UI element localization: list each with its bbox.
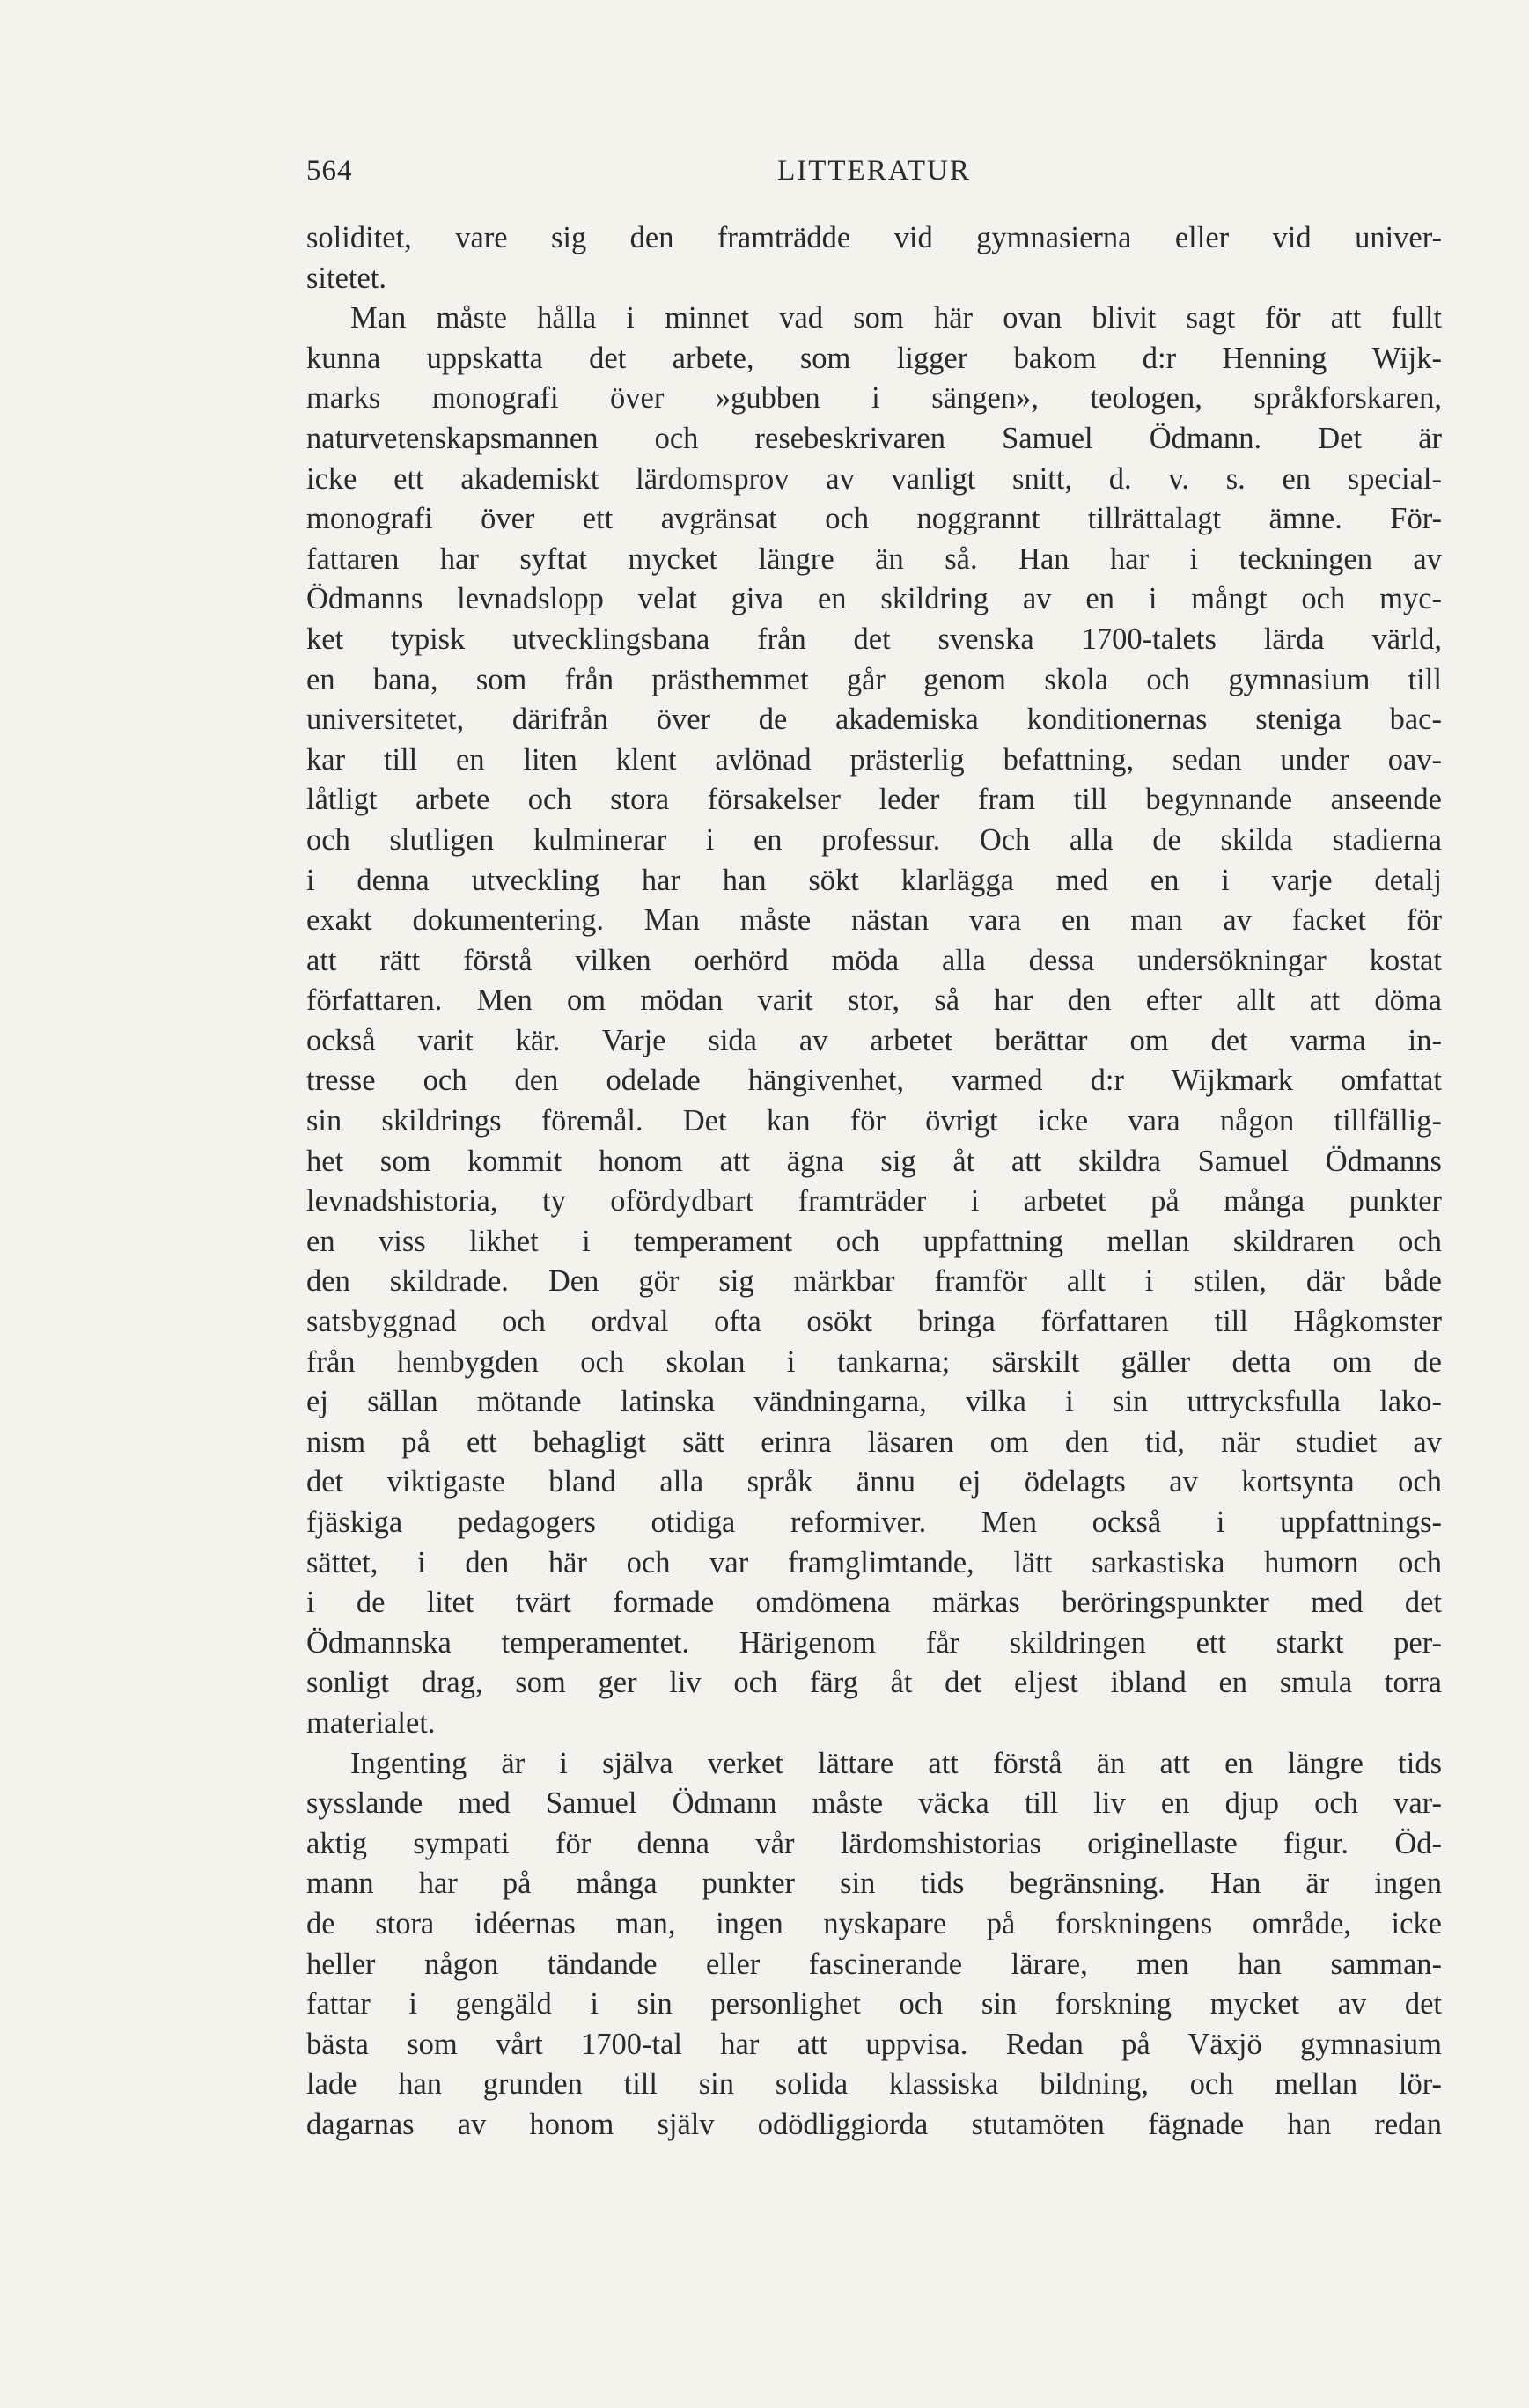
text-line: satsbyggnad och ordval ofta osökt bringa författaren till Hågkomster <box>306 1305 1442 1339</box>
text-line: mann har på många punkter sin tids begränsning. Han är ingen <box>306 1867 1442 1901</box>
text-line: sitetet. <box>306 261 387 295</box>
text-line: författaren. Men om mödan varit stor, så har den efter allt att döma <box>306 983 1442 1018</box>
text-line: marks monografi över »gubben i sängen», teologen, språkforskaren, <box>306 381 1442 416</box>
text-line: naturvetenskapsmannen och resebeskrivaren Samuel Ödmann. Det är <box>306 421 1442 455</box>
text-line: bästa som vårt 1700-tal har att uppvisa. Redan på Växjö gymnasium <box>306 2027 1442 2061</box>
running-head: LITTERATUR <box>777 155 971 187</box>
text-line: Ödmannska temperamentet. Härigenom får skildringen ett starkt per- <box>306 1625 1442 1660</box>
body-text <box>306 218 1442 2146</box>
text-line: låtligt arbete och stora försakelser leder fram till begynnande anseende <box>306 783 1442 817</box>
text-line: ket typisk utvecklingsbana från det svenska 1700-talets lärda värld, <box>306 622 1442 656</box>
text-line: en viss likhet i temperament och uppfattning mellan skildraren och <box>306 1224 1442 1258</box>
text-line: het som kommit honom att ägna sig åt att skildra Samuel Ödmanns <box>306 1144 1442 1178</box>
text-line: och slutligen kulminerar i en professur. Och alla de skilda stadierna <box>306 822 1442 857</box>
text-line: de stora idéernas man, ingen nyskapare på forskningens område, icke <box>306 1906 1442 1940</box>
text-line: lade han grunden till sin solida klassiska bildning, och mellan lör- <box>306 2067 1442 2102</box>
text-line: sysslande med Samuel Ödmann måste väcka till liv en djup och var- <box>306 1786 1442 1821</box>
text-line: Man måste hålla i minnet vad som här ovan blivit sagt för att fullt <box>350 301 1442 335</box>
text-line: icke ett akademiskt lärdomsprov av vanligt snitt, d. v. s. en special- <box>306 461 1442 496</box>
text-line: fattaren har syftat mycket längre än så. Han har i teckningen av <box>306 541 1442 576</box>
text-line: kar till en liten klent avlönad prästerlig befattning, sedan under oav- <box>306 742 1442 777</box>
text-line: sin skildrings föremål. Det kan för övrigt icke vara någon tillfällig- <box>306 1104 1442 1138</box>
text-line: fjäskiga pedagogers otidiga reformiver. Men också i uppfattnings- <box>306 1506 1442 1539</box>
text-line: i denna utveckling har han sökt klarlägga med en i varje detalj <box>306 863 1442 897</box>
text-line: ej sällan mötande latinska vändningarna, vilka i sin uttrycksfulla lako- <box>306 1385 1442 1419</box>
text-line: Ödmanns levnadslopp velat giva en skildring av en i mångt och myc- <box>306 582 1442 616</box>
text-line: att rätt förstå vilken oerhörd möda alla dessa undersökningar kostat <box>306 943 1442 977</box>
text-line: tresse och den odelade hängivenhet, varmed d:r Wijkmark omfattat <box>306 1064 1442 1098</box>
text-line: nism på ett behagligt sätt erinra läsaren om den tid, när studiet av <box>306 1425 1442 1459</box>
text-line: heller någon tändande eller fascinerande lärare, men han samman- <box>306 1947 1442 1981</box>
text-line: exakt dokumentering. Man måste nästan vara en man av facket för <box>306 903 1442 938</box>
text-line: Ingenting är i själva verket lättare att förstå än att en längre tids <box>350 1746 1442 1780</box>
page-header <box>306 155 1442 199</box>
text-line: monografi över ett avgränsat och noggrannt tillrättalagt ämne. För- <box>306 502 1442 536</box>
text-line: också varit kär. Varje sida av arbetet berättar om det varma in- <box>306 1023 1442 1057</box>
text-line: levnadshistoria, ty ofördydbart framträder i arbetet på många punkter <box>306 1184 1442 1219</box>
text-line: sättet, i den här och var framglimtande, lätt sarkastiska humorn och <box>306 1545 1442 1580</box>
text-line: i de litet tvärt formade omdömena märkas beröringspunkter med det <box>306 1586 1442 1620</box>
text-line: soliditet, vare sig den framträdde vid gymnasierna eller vid univer- <box>306 221 1442 254</box>
text-line: dagarnas av honom själv odödliggiorda stutamöten fägnade han redan <box>306 2107 1442 2141</box>
text-line: fattar i gengäld i sin personlighet och sin forskning mycket av det <box>306 1987 1442 2021</box>
page-number: 564 <box>306 155 353 187</box>
text-line: det viktigaste bland alla språk ännu ej ödelagts av kortsynta och <box>306 1465 1442 1499</box>
text-line: aktig sympati för denna vår lärdomshistorias originellaste figur. Öd- <box>306 1826 1442 1860</box>
text-line: kunna uppskatta det arbete, som ligger bakom d:r Henning Wijk- <box>306 341 1442 375</box>
text-line: en bana, som från prästhemmet går genom skola och gymnasium till <box>306 662 1442 696</box>
text-line: universitetet, därifrån över de akademiska konditionernas steniga bac- <box>306 703 1442 737</box>
text-line: från hembygden och skolan i tankarna; särskilt gäller detta om de <box>306 1344 1442 1379</box>
text-line: den skildrade. Den gör sig märkbar framför allt i stilen, där både <box>306 1264 1442 1299</box>
text-line: sonligt drag, som ger liv och färg åt det eljest ibland en smula torra <box>306 1666 1442 1700</box>
text-line: materialet. <box>306 1705 436 1740</box>
